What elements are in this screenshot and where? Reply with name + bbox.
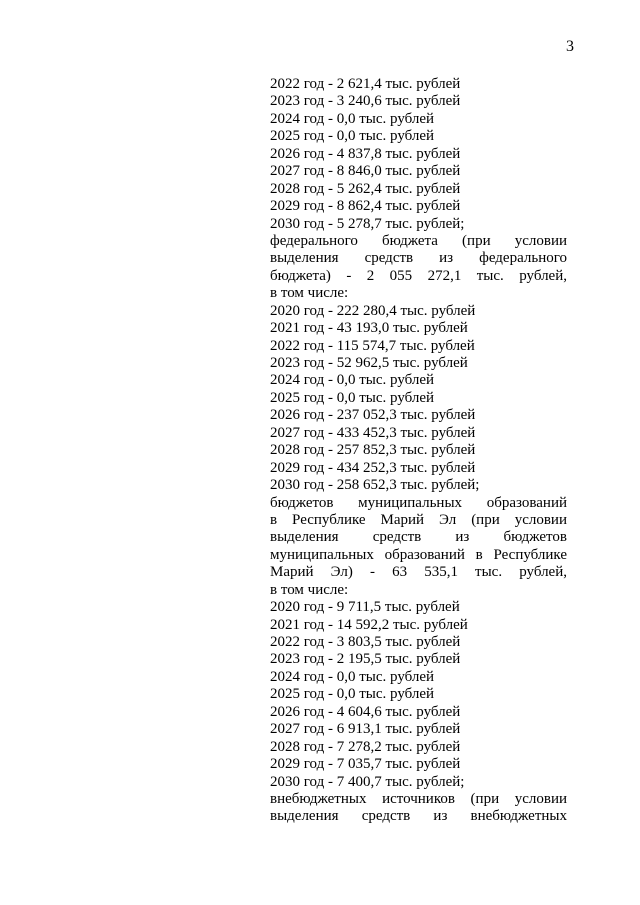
text-line: муниципальных образований в Республике [270, 546, 567, 563]
text-line: 2024 год - 0,0 тыс. рублей [270, 372, 435, 389]
text-line: 2027 год - 8 846,0 тыс. рублей [270, 163, 461, 180]
text-line: Марий Эл) - 63 535,1 тыс. рублей, [270, 564, 567, 581]
text-line: 2028 год - 7 278,2 тыс. рублей [270, 738, 461, 755]
text-line: 2023 год - 52 962,5 тыс. рублей [270, 355, 468, 371]
text-line: 2020 год - 9 711,5 тыс. рублей [270, 599, 460, 616]
text-line: 2030 год - 5 278,7 тыс. рублей; [270, 215, 465, 232]
text-line: 2027 год - 433 452,3 тыс. рублей [270, 424, 476, 441]
text-line: федерального бюджета (при условии [270, 232, 567, 249]
text-line: 2022 год - 2 621,4 тыс. рублей [270, 76, 461, 92]
text-line: выделения средств из внебюджетных [270, 808, 567, 825]
text-line: 2025 год - 0,0 тыс. рублей [270, 128, 435, 145]
budget-text-column [270, 76, 567, 826]
text-line: 2030 год - 7 400,7 тыс. рублей; [270, 773, 465, 790]
text-line: выделения средств из федерального [270, 250, 567, 267]
text-line: бюджетов муниципальных образований [270, 494, 567, 511]
text-line: 2020 год - 222 280,4 тыс. рублей [270, 302, 476, 319]
text-line: внебюджетных источников (при условии [270, 790, 567, 807]
text-line: 2029 год - 434 252,3 тыс. рублей [270, 459, 476, 476]
text-line: 2021 год - 14 592,2 тыс. рублей [270, 616, 468, 633]
text-line: 2021 год - 43 193,0 тыс. рублей [270, 320, 468, 337]
text-line: 2029 год - 7 035,7 тыс. рублей [270, 756, 461, 773]
text-line: 2027 год - 6 913,1 тыс. рублей [270, 721, 461, 738]
text-line: 2022 год - 3 803,5 тыс. рублей [270, 634, 461, 650]
text-line: 2025 год - 0,0 тыс. рублей [270, 686, 435, 703]
text-line: 2028 год - 257 852,3 тыс. рублей [270, 442, 476, 459]
text-line: 2024 год - 0,0 тыс. рублей [270, 110, 435, 127]
text-line: 2026 год - 4 604,6 тыс. рублей [270, 703, 461, 720]
text-line: 2026 год - 237 052,3 тыс. рублей [270, 407, 476, 424]
text-line: 2026 год - 4 837,8 тыс. рублей [270, 145, 461, 162]
text-line: бюджета) - 2 055 272,1 тыс. рублей, [270, 267, 567, 284]
text-line: 2024 год - 0,0 тыс. рублей [270, 668, 435, 685]
text-line: 2022 год - 115 574,7 тыс. рублей [270, 337, 475, 354]
text-line: в Республике Марий Эл (при условии [270, 511, 567, 528]
text-line: 2025 год - 0,0 тыс. рублей [270, 389, 435, 406]
text-line: 2023 год - 2 195,5 тыс. рублей [270, 651, 461, 668]
text-line: 2030 год - 258 652,3 тыс. рублей; [270, 477, 480, 494]
text-line: 2029 год - 8 862,4 тыс. рублей [270, 198, 461, 215]
page-number: 3 [566, 38, 574, 55]
text-line: 2023 год - 3 240,6 тыс. рублей [270, 93, 461, 110]
text-line: в том числе: [270, 285, 349, 302]
text-line: выделения средств из бюджетов [270, 529, 567, 546]
text-line: 2028 год - 5 262,4 тыс. рублей [270, 180, 461, 197]
text-line: в том числе: [270, 581, 349, 598]
